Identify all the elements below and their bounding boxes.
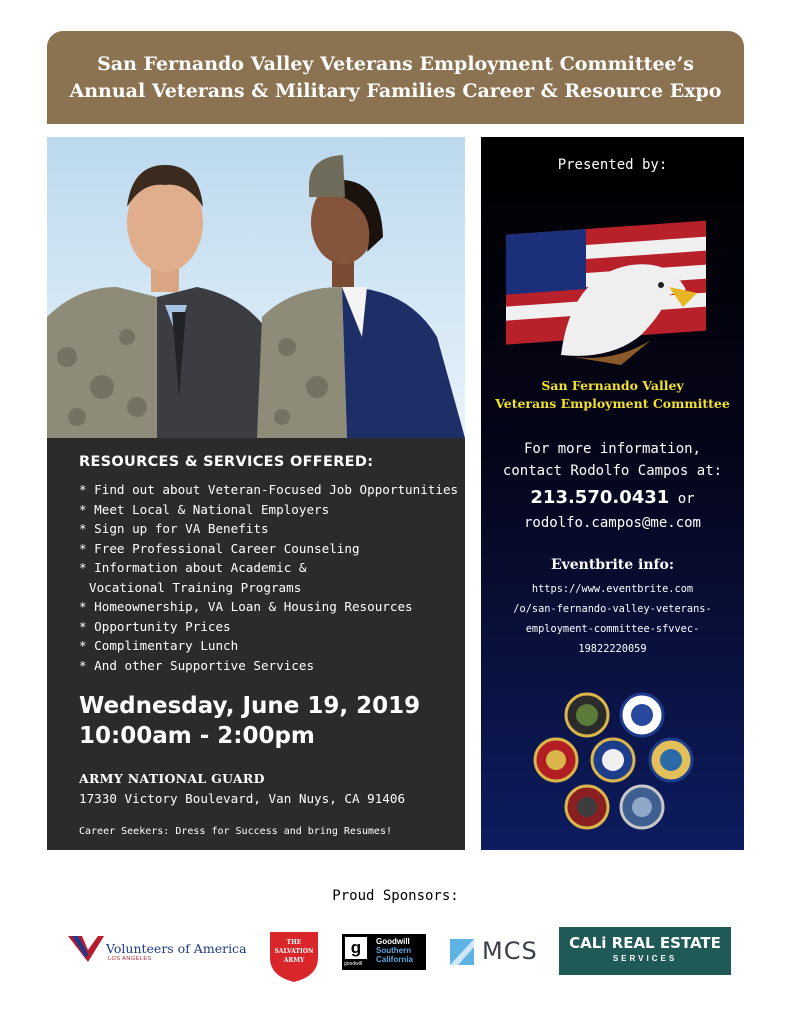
list-item: * Meet Local & National Employers xyxy=(79,501,330,517)
resources-list xyxy=(79,480,465,675)
header-banner xyxy=(47,31,744,124)
navy-seal-icon xyxy=(621,694,663,736)
mcs-logo xyxy=(448,935,540,969)
event-time: 10:00am - 2:00pm xyxy=(79,723,315,749)
coast-guard-seal-icon xyxy=(650,739,692,781)
banner-title-line2: Annual Veterans & Military Families Career & Resource Expo xyxy=(69,79,722,102)
goodwill-text xyxy=(376,937,413,964)
military-seals xyxy=(481,685,744,835)
goodwill-logo xyxy=(342,934,426,970)
cali-name: CALi REAL ESTATE xyxy=(569,934,721,952)
flag-eagle-icon xyxy=(501,215,724,365)
list-item: * Complimentary Lunch xyxy=(79,638,239,653)
email-link[interactable]: rodolfo.campos@me.com xyxy=(523,515,701,531)
goodwill-small: goodwill xyxy=(344,961,363,967)
list-item: * Sign up for VA Benefits xyxy=(79,521,269,536)
goodwill-smile-icon: g xyxy=(345,937,367,959)
phone-number[interactable]: 213.570.0431 xyxy=(530,487,670,508)
eventbrite-url-line[interactable]: https://www.eventbrite.com xyxy=(531,583,694,595)
goodwill-line: Southern xyxy=(376,946,412,955)
mcs-mark-icon xyxy=(448,937,476,967)
phone-line xyxy=(481,487,744,508)
goodwill-line: Goodwill xyxy=(376,937,410,946)
marines-seal-icon xyxy=(535,739,577,781)
eventbrite-url-line[interactable]: employment-committee-sfvvec- xyxy=(525,623,700,635)
info-line2: contact Rodolfo Campos at: xyxy=(502,463,723,479)
reserve-seal-icon xyxy=(621,786,663,828)
info-line1: For more information, xyxy=(523,441,701,457)
voa-chevron-icon xyxy=(68,934,104,964)
voa-sub: LOS ANGELES xyxy=(108,956,152,962)
voa-logo xyxy=(68,934,258,966)
sponsors-title: Proud Sponsors: xyxy=(332,888,459,904)
venue-name: ARMY NATIONAL GUARD xyxy=(79,771,265,786)
salvation-line: THE xyxy=(286,939,302,946)
dress-note: Career Seekers: Dress for Success and bring Resumes! xyxy=(79,826,393,837)
eventbrite-url-line[interactable]: /o/san-fernando-valley-veterans- xyxy=(513,603,712,615)
list-item: * Opportunity Prices xyxy=(79,618,231,634)
event-date: Wednesday, June 19, 2019 xyxy=(79,693,421,719)
eventbrite-url-line[interactable]: 19822220059 xyxy=(578,643,647,655)
army-seal-icon xyxy=(566,694,608,736)
org-name-line2: Veterans Employment Committee xyxy=(495,396,730,411)
salvation-army-text xyxy=(268,938,320,965)
venue-address: 17330 Victory Boulevard, Van Nuys, CA 91406 xyxy=(79,791,406,806)
air-force-seal-icon xyxy=(592,739,634,781)
goodwill-line: California xyxy=(376,955,413,964)
salvation-army-logo xyxy=(268,928,320,984)
presented-by-label: Presented by: xyxy=(557,157,668,173)
salvation-line: SALVATION xyxy=(274,948,314,955)
resources-panel xyxy=(47,438,465,850)
list-item: * Find out about Veteran-Focused Job Opportunities xyxy=(79,482,459,497)
cali-sub: SERVICES xyxy=(612,954,678,963)
cali-real-estate-logo xyxy=(559,927,731,975)
mcs-text: MCS xyxy=(482,937,538,965)
banner-title-line1: San Fernando Valley Veterans Employment Committee’s xyxy=(97,52,694,75)
phone-suffix: or xyxy=(677,491,695,507)
voa-name: Volunteers of America xyxy=(106,941,247,956)
veterans-photo xyxy=(47,137,465,438)
list-item: * Homeownership, VA Loan & Housing Resources xyxy=(79,599,413,614)
resources-heading: RESOURCES & SERVICES OFFERED: xyxy=(79,454,374,470)
veterans-illustration xyxy=(47,137,465,438)
list-item: * Information about Academic & Vocational Training Programs xyxy=(79,560,307,595)
organization-name xyxy=(481,377,744,413)
salvation-line: ARMY xyxy=(283,957,305,964)
list-item: * And other Supportive Services xyxy=(79,657,315,673)
national-guard-seal-icon xyxy=(566,786,608,828)
presenter-panel xyxy=(481,137,744,850)
org-name-line1: San Fernando Valley xyxy=(541,378,684,393)
eventbrite-heading: Eventbrite info: xyxy=(550,557,675,573)
list-item: * Free Professional Career Counseling xyxy=(79,540,360,556)
